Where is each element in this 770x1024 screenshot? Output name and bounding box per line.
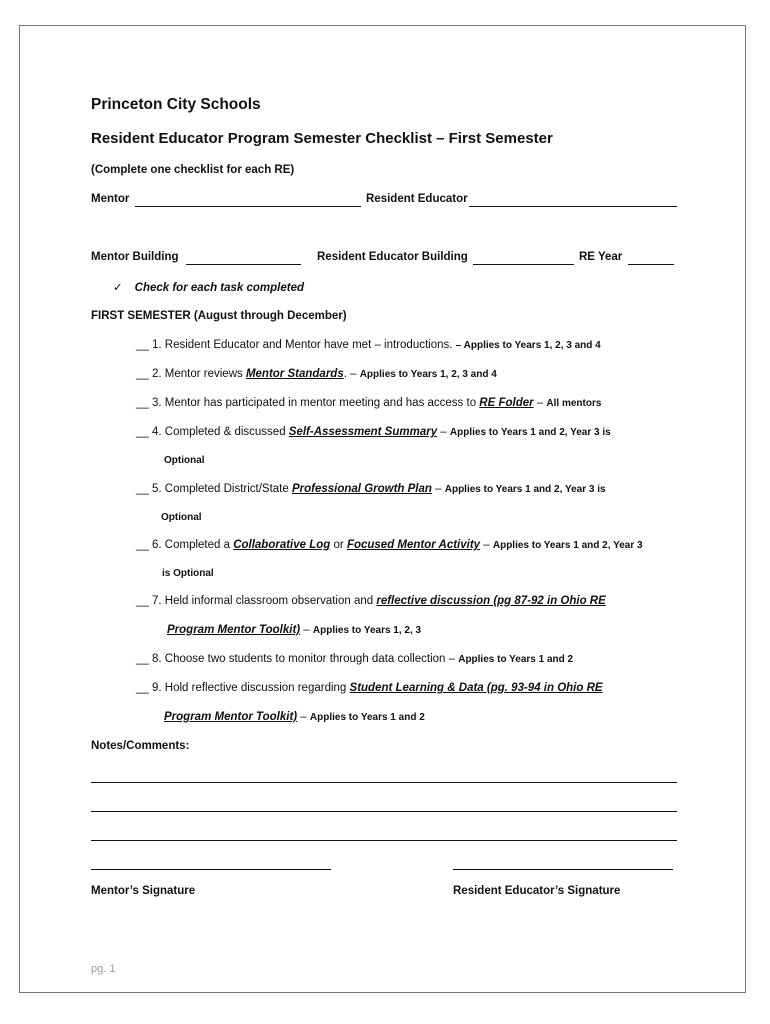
item-checkbox-blank[interactable]: __ <box>136 682 149 694</box>
self-assessment-summary-link[interactable]: Self-Assessment Summary <box>288 426 438 438</box>
instruction-text: (Complete one checklist for each RE) <box>91 164 295 176</box>
mentor-building-line[interactable] <box>186 264 301 265</box>
item-checkbox-blank[interactable]: __ <box>136 339 149 351</box>
re-signature-label: Resident Educator’s Signature <box>453 885 621 897</box>
item-checkbox-blank[interactable]: __ <box>136 397 149 409</box>
re-year-label: RE Year <box>579 251 623 263</box>
checklist-item-1: __ 1. Resident Educator and Mentor have met – introductions. – Applies to Years 1, 2, 3 and 4 <box>136 339 601 351</box>
notes-line-3[interactable] <box>91 840 677 841</box>
check-note <box>113 280 304 294</box>
mentor-signature-label: Mentor’s Signature <box>91 885 196 897</box>
notes-label: Notes/Comments: <box>91 740 190 752</box>
checklist-item-3: __ 3. Mentor has participated in mentor meeting and has access to RE Folder – All mentors <box>136 397 602 409</box>
student-learning-data-link[interactable]: Student Learning & Data (pg. 93-94 in Ohio RE <box>349 682 603 694</box>
collaborative-log-link[interactable]: Collaborative Log <box>233 539 331 551</box>
mentor-standards-link[interactable]: Mentor Standards <box>245 368 344 380</box>
check-note-text: Check for each task completed <box>134 282 305 294</box>
professional-growth-plan-link[interactable]: Professional Growth Plan <box>291 483 432 495</box>
item-checkbox-blank[interactable]: __ <box>136 483 149 495</box>
checklist-item-9-continued: Program Mentor Toolkit) – Applies to Years 1 and 2 <box>164 711 425 723</box>
mentor-signature-line[interactable] <box>91 869 331 870</box>
checklist-item-8: __ 8. Choose two students to monitor through data collection – Applies to Years 1 and 2 <box>136 653 574 665</box>
checklist-item-6: __ 6. Completed a Collaborative Log or Focused Mentor Activity – Applies to Years 1 and 2, Year 3 <box>136 539 643 551</box>
re-building-label: Resident Educator Building <box>317 251 468 263</box>
resident-educator-name-line[interactable] <box>469 206 677 207</box>
focused-mentor-activity-link[interactable]: Focused Mentor Activity <box>346 539 481 551</box>
checklist-item-7-continued: Program Mentor Toolkit) – Applies to Years 1, 2, 3 <box>167 624 422 636</box>
page-number: pg. 1 <box>91 963 116 975</box>
mentor-label: Mentor <box>91 193 130 205</box>
program-mentor-toolkit-link[interactable]: Program Mentor Toolkit) <box>164 711 298 723</box>
item-checkbox-blank[interactable]: __ <box>136 595 149 607</box>
section-title: FIRST SEMESTER (August through December) <box>91 310 347 322</box>
checklist-item-4: __ 4. Completed & discussed Self-Assessment Summary – Applies to Years 1 and 2, Year 3 is <box>136 426 611 438</box>
re-year-line[interactable] <box>628 264 674 265</box>
checklist-item-5-continued: Optional <box>161 512 202 523</box>
reflective-discussion-link[interactable]: reflective discussion (pg 87-92 in Ohio RE <box>376 595 606 607</box>
school-name: Princeton City Schools <box>91 96 261 113</box>
checklist-item-4-continued: Optional <box>164 455 205 466</box>
document-title: Resident Educator Program Semester Checklist – First Semester <box>91 130 553 147</box>
notes-line-1[interactable] <box>91 782 677 783</box>
checklist-item-9: __ 9. Hold reflective discussion regarding Student Learning & Data (pg. 93-94 in Ohio RE <box>136 682 603 694</box>
re-signature-line[interactable] <box>453 869 673 870</box>
resident-educator-label: Resident Educator <box>366 193 468 205</box>
item-checkbox-blank[interactable]: __ <box>136 539 149 551</box>
checklist-item-6-continued: is Optional <box>162 568 214 579</box>
checklist-item-5: __ 5. Completed District/State Professional Growth Plan – Applies to Years 1 and 2, Year 3 is <box>136 483 606 495</box>
re-building-line[interactable] <box>473 264 574 265</box>
checkmark-icon: ✓ <box>113 282 123 294</box>
mentor-name-line[interactable] <box>135 206 361 207</box>
item-checkbox-blank[interactable]: __ <box>136 653 149 665</box>
checklist-item-2: __ 2. Mentor reviews Mentor Standards. – Applies to Years 1, 2, 3 and 4 <box>136 368 497 380</box>
program-mentor-toolkit-link[interactable]: Program Mentor Toolkit) <box>167 624 301 636</box>
item-checkbox-blank[interactable]: __ <box>136 426 149 438</box>
checklist-item-7: __ 7. Held informal classroom observation and reflective discussion (pg 87-92 in Ohio RE <box>136 595 606 607</box>
notes-line-2[interactable] <box>91 811 677 812</box>
mentor-building-label: Mentor Building <box>91 251 179 263</box>
item-checkbox-blank[interactable]: __ <box>136 368 149 380</box>
re-folder-link[interactable]: RE Folder <box>479 397 534 409</box>
